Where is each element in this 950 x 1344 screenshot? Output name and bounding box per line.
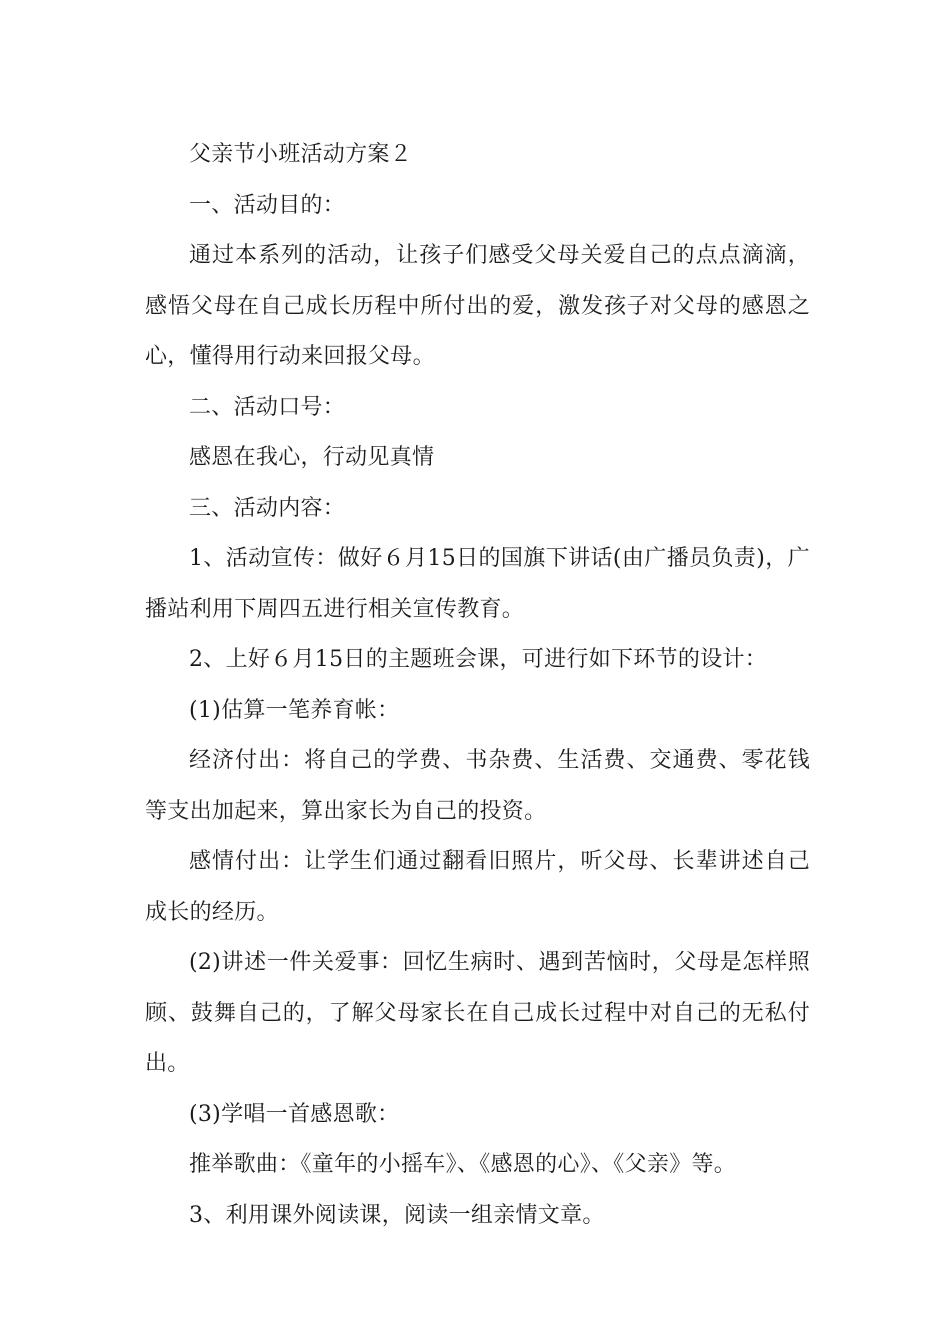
document-body bbox=[145, 130, 810, 1241]
paragraph-item-2: 2、上好６月15日的主题班会课，可进行如下环节的设计： bbox=[189, 647, 768, 672]
section-heading-slogan: 二、活动口号： bbox=[189, 394, 346, 420]
paragraph-purpose: 通过本系列的活动，让孩子们感受父母关爱自己的点点滴滴，感悟父母在自己成长历程中所付出的爱，激发孩子对父母的感恩之心，懂得用行动来回报父母。 bbox=[145, 243, 810, 369]
subheading-1: (1)估算一笔养育帐： bbox=[189, 697, 400, 723]
subheading-3: (3)学唱一首感恩歌： bbox=[189, 1101, 400, 1127]
document-title: 父亲节小班活动方案２ bbox=[189, 142, 413, 167]
paragraph-emotional: 感情付出：让学生们通过翻看旧照片，听父母、长辈讲述自己成长的经历。 bbox=[145, 849, 810, 925]
paragraph-economic: 经济付出：将自己的学费、书杂费、生活费、交通费、零花钱等支出加起来，算出家长为自己的投资。 bbox=[145, 748, 810, 824]
paragraph-songs: 推举歌曲：《童年的小摇车》、《感恩的心》、《父亲》等。 bbox=[189, 1152, 737, 1177]
section-heading-purpose: 一、活动目的： bbox=[189, 192, 346, 218]
paragraph-slogan: 感恩在我心，行动见真情 bbox=[189, 445, 435, 470]
paragraph-subitem-2: (2)讲述一件关爱事：回忆生病时、遇到苦恼时，父母是怎样照顾、鼓舞自己的，了解父母家长在自己成长过程中对自己的无私付出。 bbox=[145, 950, 810, 1076]
section-heading-content: 三、活动内容： bbox=[189, 495, 346, 521]
paragraph-item-3: 3、利用课外阅读课，阅读一组亲情文章。 bbox=[189, 1202, 605, 1228]
paragraph-item-1: 1、活动宣传：做好６月15日的国旗下讲话(由广播员负责)，广播站利用下周四五进行相关宣传教育。 bbox=[145, 546, 810, 622]
